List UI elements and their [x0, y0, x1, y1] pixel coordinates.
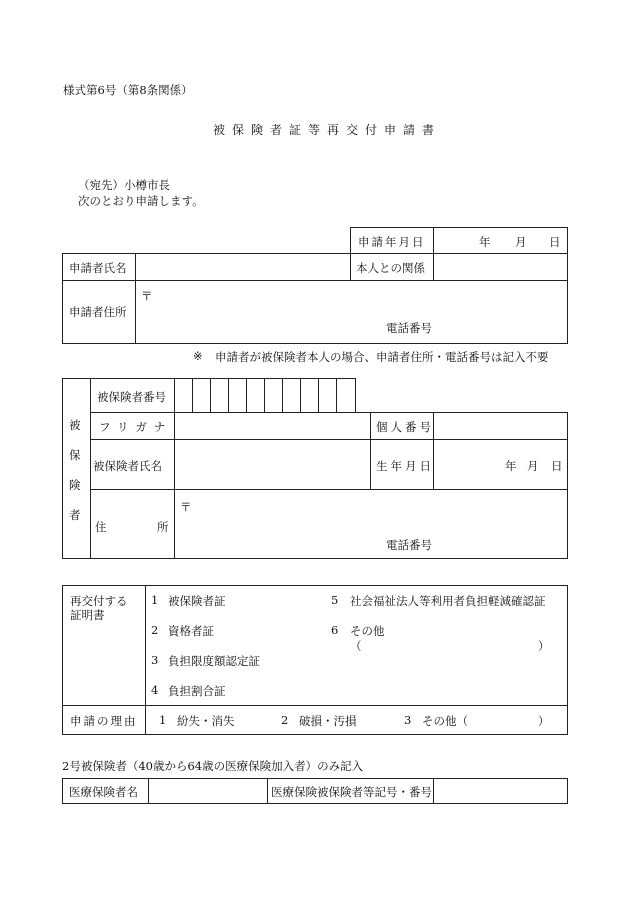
reissue-item-4-num: 4: [151, 683, 159, 697]
insured-postal-mark: 〒: [180, 500, 192, 514]
insured-address-label-2: 所: [157, 520, 169, 534]
reissue-item-2: 資格者証: [168, 624, 214, 638]
reissue-item-6-num: 6: [331, 623, 339, 637]
reissue-item-3: 負担限度額認定証: [168, 654, 260, 668]
birth-label: 生年月日: [376, 459, 434, 473]
date-month: 月: [515, 235, 527, 249]
page-title: 被保険者証等再交付申請書: [213, 123, 442, 137]
reason-3: その他（: [422, 714, 468, 728]
reissue-item-1-num: 1: [151, 593, 159, 607]
reissue-item-1: 被保険者証: [168, 594, 226, 608]
birth-day: 日: [551, 459, 563, 473]
applicant-name-label: 申請者氏名: [69, 261, 127, 275]
addressee: （宛先）小樽市長: [78, 178, 170, 192]
other-open-paren: （: [350, 639, 362, 653]
birth-month: 月: [527, 459, 539, 473]
insured-name-label: 被保険者氏名: [93, 459, 162, 473]
reissue-item-3-num: 3: [151, 653, 159, 667]
intro-text: 次のとおり申請します。: [78, 194, 204, 208]
insured-address-label-1: 住: [95, 520, 107, 534]
date-year: 年: [479, 235, 491, 249]
date-label: 申請年月日: [358, 235, 426, 249]
personal-number-label: 個人番号: [376, 420, 434, 434]
birth-year: 年: [505, 459, 517, 473]
relation-label: 本人との関係: [356, 261, 425, 275]
reason-1: 紛失・消失: [177, 714, 235, 728]
secondary-note: 2号被保険者（40歳から64歳の医療保険加入者）のみ記入: [62, 759, 364, 773]
insured-side-label-1: 被: [69, 418, 81, 432]
insured-side-label-4: 者: [69, 508, 81, 522]
applicant-note: 申請者が被保険者本人の場合、申請者住所・電話番号は記入不要: [215, 350, 549, 364]
applicant-address-label: 申請者住所: [69, 305, 127, 319]
phone-label: 電話番号: [386, 321, 432, 335]
reissue-item-4: 負担割合証: [168, 684, 226, 698]
reason-1-num: 1: [159, 713, 167, 727]
reason-3-num: 3: [404, 713, 412, 727]
reason-2-num: 2: [281, 713, 289, 727]
insurer-name-label: 医療保険者名: [69, 785, 138, 799]
reason-close-paren: ）: [538, 714, 550, 728]
reason-label: 申請の理由: [70, 714, 138, 728]
symbol-number-label: 医療保険被保険者等記号・番号: [271, 785, 432, 799]
other-close-paren: ）: [538, 639, 550, 653]
postal-mark: 〒: [141, 289, 153, 303]
furigana-label: フリガナ: [99, 420, 173, 434]
reissue-label-line1: 再交付する: [70, 594, 128, 608]
reissue-label-line2: 証明書: [70, 608, 105, 622]
insured-side-label-3: 険: [69, 478, 81, 492]
insured-number-label: 被保険者番号: [97, 390, 166, 404]
reissue-item-6: その他: [350, 624, 385, 638]
reissue-item-5-num: 5: [331, 593, 339, 607]
date-day: 日: [549, 235, 561, 249]
note-mark: ※: [193, 349, 203, 363]
reissue-item-5: 社会福祉法人等利用者負担軽減確認証: [350, 594, 546, 608]
insured-side-label-2: 保: [69, 448, 81, 462]
form-number: 様式第6号（第8条関係）: [63, 83, 193, 97]
insured-phone-label: 電話番号: [386, 538, 432, 552]
reason-2: 破損・汚損: [299, 714, 357, 728]
reissue-item-2-num: 2: [151, 623, 159, 637]
